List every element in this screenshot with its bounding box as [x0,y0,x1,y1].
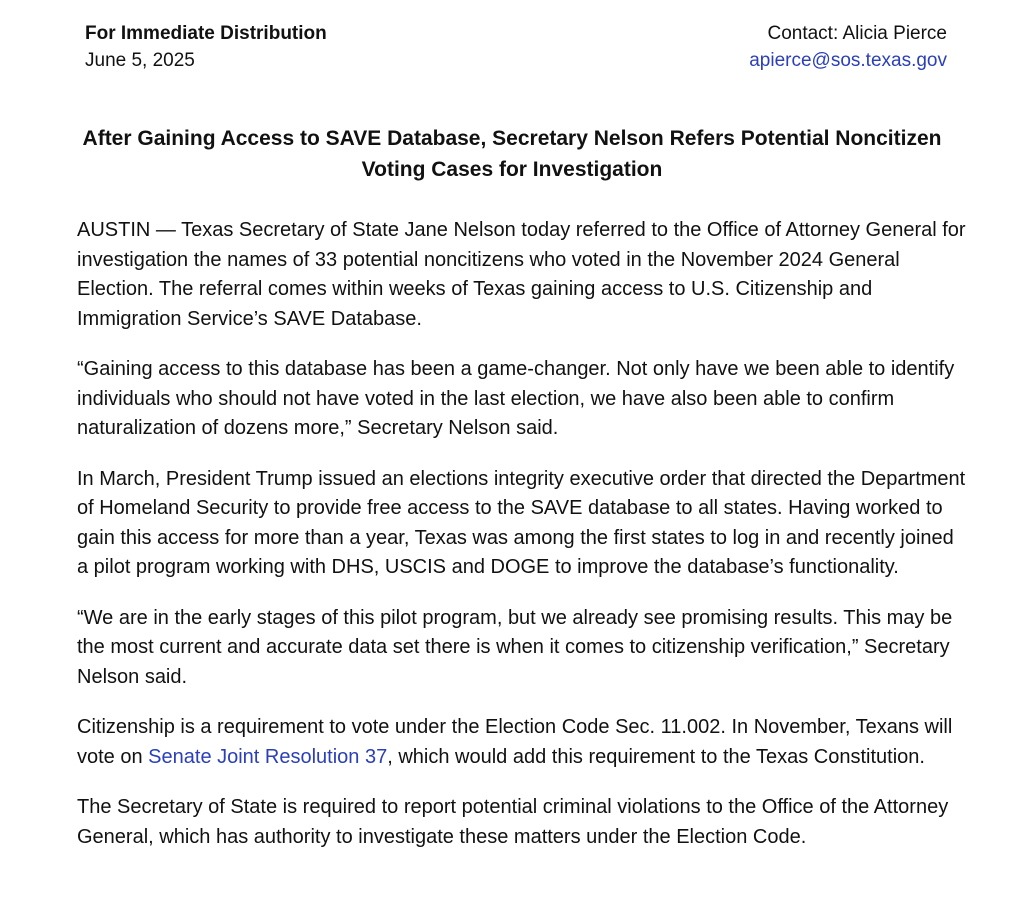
contact-name: Contact: Alicia Pierce [767,23,947,44]
paragraph-citizenship-text-before: Citizenship is a requirement to vote under the Election Code Sec. 11.002. In November, Texans will vote on [77,716,953,768]
paragraph-citizenship [77,713,967,772]
distribution-block [85,20,327,74]
paragraph-quote-1: “Gaining access to this database has been a game-changer. Not only have we been able to identify individuals who should not have voted in the last election, we have also been able to confirm naturalization of dozens more,” Secretary Nelson said. [77,358,955,439]
contact-block [749,20,947,74]
paragraph-quote-2: “We are in the early stages of this pilot program, but we already see promising results. This may be the most current and accurate data set there is when it comes to citizenship verification,” Secretary Nelson said. [77,606,953,688]
paragraph-background: In March, President Trump issued an elections integrity executive order that directed the Department of Homeland Security to provide free access to the SAVE database to all states. Having worked to gain this access for more than a year, Texas was among the first states to log in and recently joined a pilot program working with DHS, USCIS and DOGE to improve the database’s functionality. [77,467,966,578]
press-release-body [77,216,967,873]
distribution-label: For Immediate Distribution [85,23,327,44]
paragraph-citizenship-text-after: , which would add this requirement to the Texas Constitution. [387,745,925,768]
release-date: June 5, 2025 [85,50,195,71]
paragraph-intro: AUSTIN — Texas Secretary of State Jane Nelson today referred to the Office of Attorney General for investigation the names of 33 potential noncitizens who voted in the November 2024 General Election. The referral comes within weeks of Texas gaining access to U.S. Citizenship and Immigration Service’s SAVE Database. [77,219,966,330]
sjr-37-link[interactable]: Senate Joint Resolution 37 [148,745,388,768]
press-release-headline: After Gaining Access to SAVE Database, Secretary Nelson Refers Potential Noncitizen Voting Cases for Investigation [82,127,942,181]
contact-email-link[interactable]: apierce@sos.texas.gov [749,50,947,71]
paragraph-reporting: The Secretary of State is required to report potential criminal violations to the Office of the Attorney General, which has authority to investigate these matters under the Election Code. [77,796,949,848]
